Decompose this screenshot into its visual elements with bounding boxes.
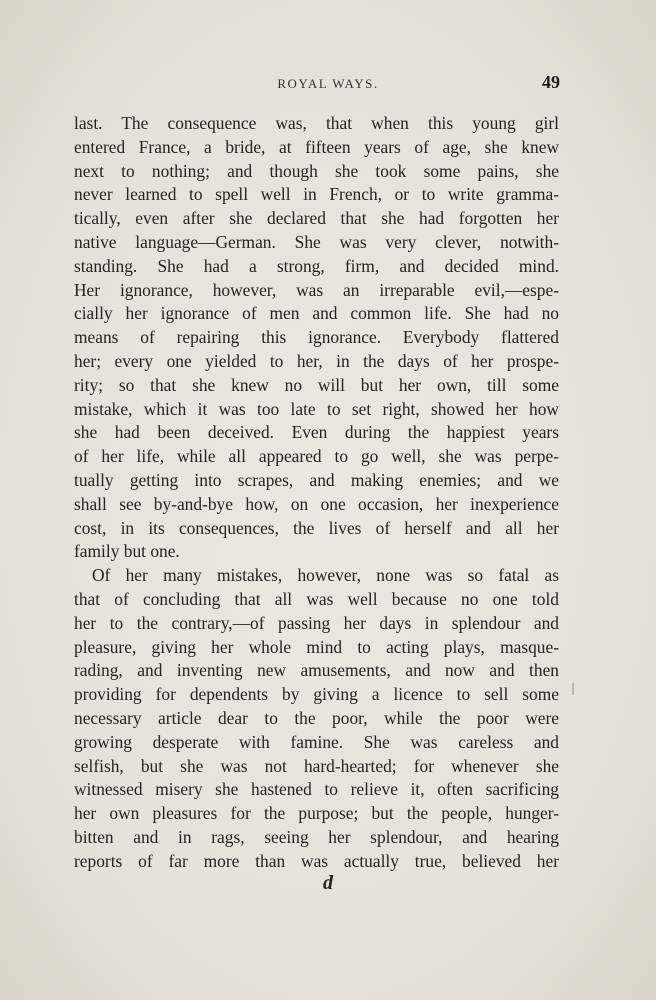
text-line: never learned to spell well in French, or to write gramma-	[74, 184, 559, 205]
running-head	[0, 72, 656, 96]
text-line: growing desperate with famine. She was careless and	[74, 731, 559, 752]
text-line: that of concluding that all was well because no one told	[74, 588, 559, 609]
text-line: shall see by-and-bye how, on one occasion, her inexperience	[74, 493, 559, 514]
text-line: providing for dependents by giving a licence to sell some	[74, 684, 559, 705]
text-line: rading, and inventing new amusements, and now and then	[74, 660, 559, 681]
text-line: last. The consequence was, that when this young girl	[74, 113, 559, 133]
text-line: her; every one yielded to her, in the days of her prospe-	[74, 350, 559, 371]
text-line: native language—German. She was very clever, notwith-	[74, 231, 559, 252]
body-text	[74, 112, 559, 874]
text-line: means of repairing this ignorance. Everybody flattered	[74, 327, 559, 348]
paragraph-1	[74, 112, 559, 564]
text-line: cially her ignorance of men and common life. She had no	[74, 303, 559, 324]
text-line: bitten and in rags, seeing her splendour, and hearing	[74, 826, 559, 847]
text-line: her own pleasures for the purpose; but the people, hunger-	[74, 803, 559, 824]
page-number: 49	[542, 72, 560, 92]
text-line: her to the contrary,—of passing her days in splendour and	[74, 612, 559, 633]
text-line: rity; so that she knew no will but her own, till some	[74, 374, 559, 395]
text-line: necessary article dear to the poor, while the poor were	[74, 707, 559, 728]
text-line: pleasure, giving her whole mind to acting plays, masque-	[74, 636, 559, 657]
text-line: witnessed misery she hastened to relieve it, often sacrificing	[74, 779, 559, 800]
text-line: tically, even after she declared that she had forgotten her	[74, 208, 559, 229]
text-line: family but one.	[74, 541, 180, 562]
text-line: Of her many mistakes, however, none was so fatal as	[92, 565, 559, 586]
margin-speck	[572, 683, 574, 695]
text-line: cost, in its consequences, the lives of herself and all her	[74, 517, 559, 538]
text-line: mistake, which it was too late to set right, showed her how	[74, 398, 559, 419]
text-line: of her life, while all appeared to go well, she was perpe-	[74, 446, 559, 467]
text-line: she had been deceived. Even during the happiest years	[74, 422, 559, 443]
signature-mark: d	[323, 872, 333, 894]
text-line: reports of far more than was actually true, believed her	[74, 850, 559, 871]
text-line: standing. She had a strong, firm, and decided mind.	[74, 255, 559, 276]
paragraph-2	[74, 564, 559, 873]
text-line: Her ignorance, however, was an irreparable evil,—espe-	[74, 279, 559, 300]
text-line: entered France, a bride, at fifteen years of age, she knew	[74, 136, 559, 157]
text-line: selfish, but she was not hard-hearted; for whenever she	[74, 755, 559, 776]
text-line: next to nothing; and though she took some pains, she	[74, 160, 559, 181]
text-line: tually getting into scrapes, and making enemies; and we	[74, 469, 559, 490]
running-title: ROYAL WAYS.	[277, 76, 379, 91]
